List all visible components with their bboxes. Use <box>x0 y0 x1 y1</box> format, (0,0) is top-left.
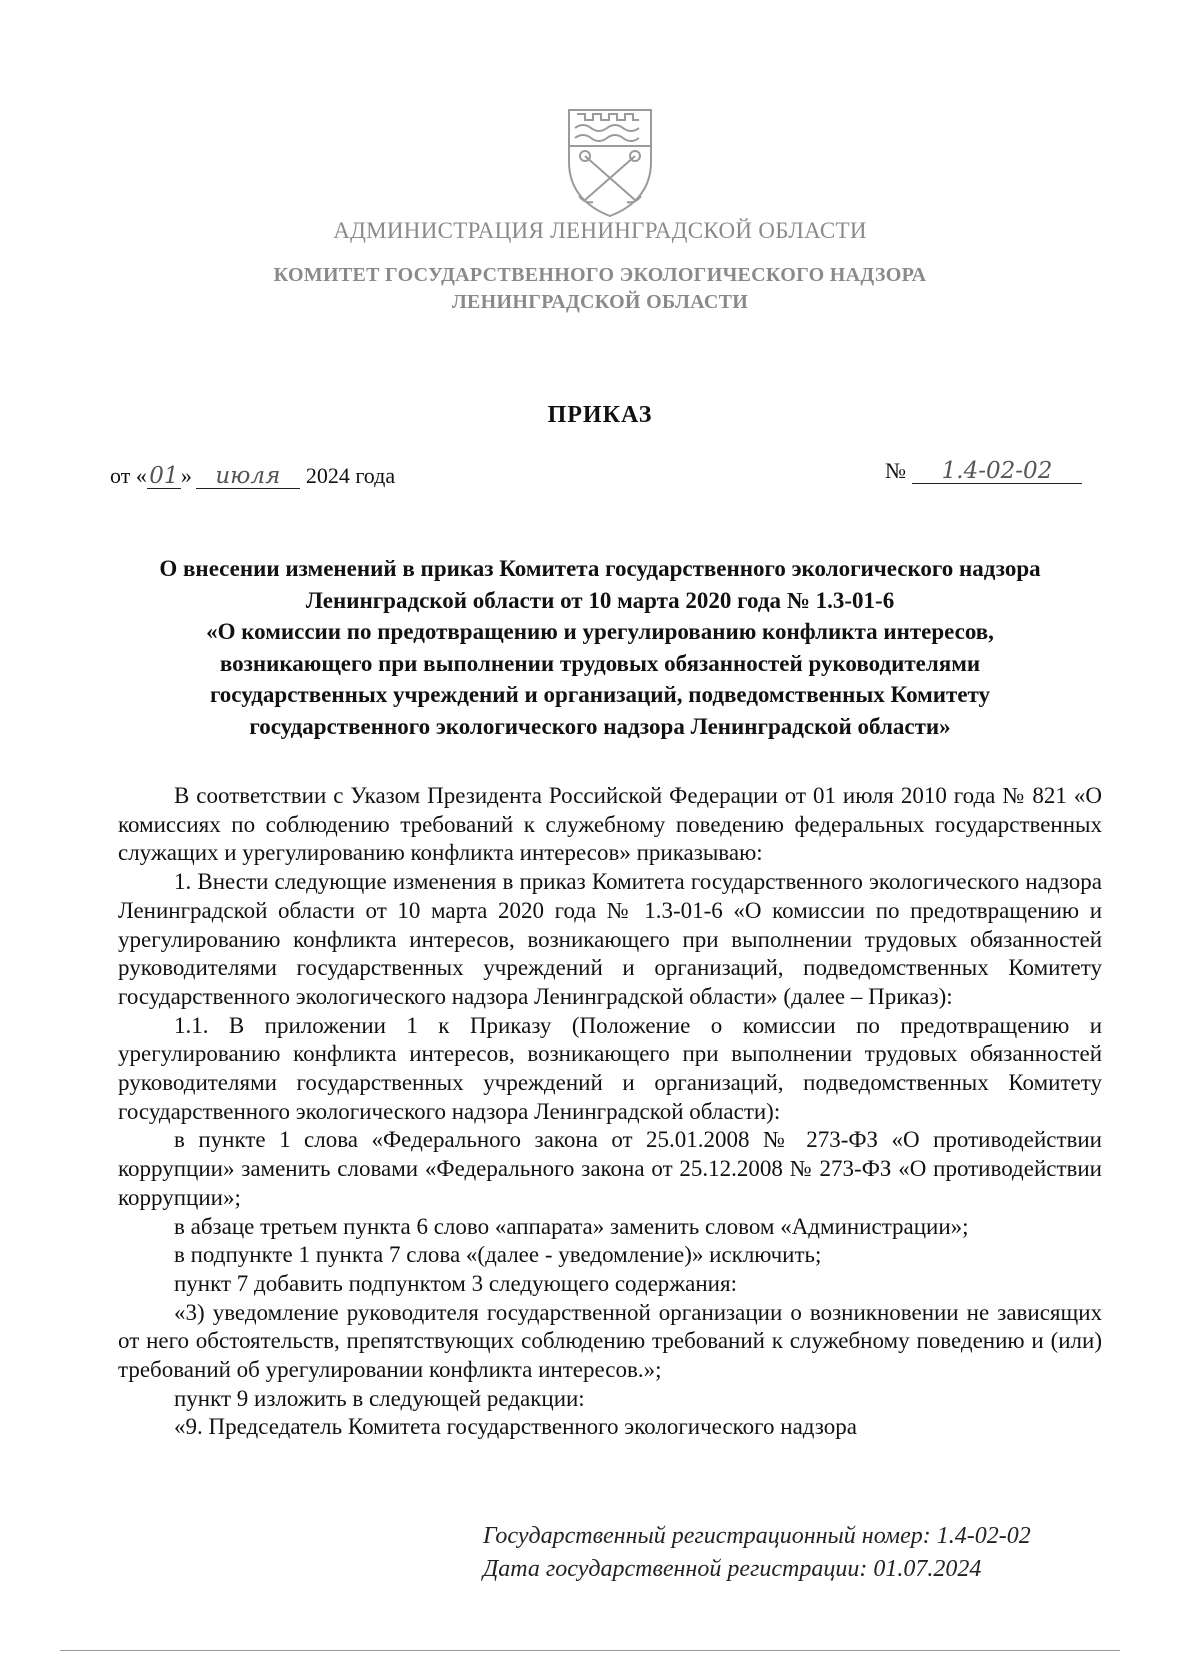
coat-of-arms-icon <box>561 100 659 220</box>
number-value: 1.4-02-02 <box>912 459 1082 484</box>
date-day: 01 <box>147 464 181 489</box>
order-number <box>885 458 1082 484</box>
body-paragraph: «3) уведомление руководителя государственной организации о возникновении не зависящих от него обстоятельств, препятствующих соблюдению требований к служебному поведению и (или) требований об урегулировании конфликта интересов.»; <box>118 1299 1102 1383</box>
title-line: О внесении изменений в приказ Комитета государственного экологического надзора <box>159 556 1041 581</box>
title-line: государственных учреждений и организаций, подведомственных Комитету <box>209 682 991 708</box>
title-line: государственного экологического надзора Ленинградской области» <box>249 713 951 739</box>
date-year: 2024 года <box>305 463 396 488</box>
date-month: июля <box>196 464 300 489</box>
number-prefix: № <box>885 458 906 483</box>
date-prefix: от « <box>110 463 147 488</box>
registration-date: Дата государственной регистрации: 01.07.2024 <box>483 1556 982 1582</box>
document-type: ПРИКАЗ <box>547 402 653 428</box>
registration-stamp <box>483 1520 1031 1586</box>
body-paragraph: пункт 7 добавить подпунктом 3 следующего содержания: <box>174 1270 737 1296</box>
footer-divider <box>60 1650 1120 1651</box>
title-line: «О комиссии по предотвращению и урегулированию конфликта интересов, <box>206 619 994 645</box>
title-line: возникающего при выполнении трудовых обязанностей руководителями <box>219 650 981 676</box>
registration-number: Государственный регистрационный номер: 1.4-02-02 <box>483 1523 1031 1549</box>
body-paragraph: в абзаце третьем пункта 6 слово «аппарата» заменить словом «Администрации»; <box>174 1213 969 1239</box>
body-paragraph: в пункте 1 слова «Федерального закона от 25.01.2008 № 273-ФЗ «О противодействии коррупции» заменить словами «Федерального закона от 25.12.2008 № 273-ФЗ «О противодействии коррупции»; <box>118 1127 1102 1210</box>
date-mid: » <box>180 463 192 488</box>
body-paragraph: 1. Внести следующие изменения в приказ Комитета государственного экологического надзора Ленинградской области от 10 марта 2020 года № 1.3-01-6 «О комиссии по предотвращению и урегулированию конфликта интересов, возникающего при выполнении трудовых обязанностей руководителями государственных учреждений и организаций, подведомственных Комитету государственного экологического надзора Ленинградской области» (далее – Приказ): <box>118 869 1102 1009</box>
order-date <box>110 463 395 489</box>
body-paragraph: 1.1. В приложении 1 к Приказу (Положение о комиссии по предотвращению и урегулированию конфликта интересов, возникающего при выполнении трудовых обязанностей руководителями государственных учреждений и организаций, подведомственных Комитету государственного экологического надзора Ленинградской области): <box>118 1012 1102 1124</box>
committee-name <box>0 262 1200 316</box>
committee-name-line-1: КОМИТЕТ ГОСУДАРСТВЕННОГО ЭКОЛОГИЧЕСКОГО НАДЗОРА <box>273 264 927 286</box>
body-paragraph: пункт 9 изложить в следующей редакции: <box>174 1385 585 1411</box>
committee-name-line-2: ЛЕНИНГРАДСКОЙ ОБЛАСТИ <box>451 291 749 313</box>
body-paragraph: «9. Председатель Комитета государственного экологического надзора <box>174 1414 857 1440</box>
agency-name: АДМИНИСТРАЦИЯ ЛЕНИНГРАДСКОЙ ОБЛАСТИ <box>333 218 867 243</box>
body-paragraph: В соответствии с Указом Президента Российской Федерации от 01 июля 2010 года № 821 «О комиссиях по соблюдению требований к служебному поведению федеральных государственных служащих и урегулированию конфликта интересов» приказываю: <box>118 783 1102 866</box>
document-title <box>90 553 1110 743</box>
title-line: Ленинградской области от 10 марта 2020 года № 1.3-01-6 <box>305 587 895 613</box>
body-paragraph: в подпункте 1 пункта 7 слова «(далее - уведомление)» исключить; <box>174 1242 822 1268</box>
document-body <box>118 782 1102 1442</box>
